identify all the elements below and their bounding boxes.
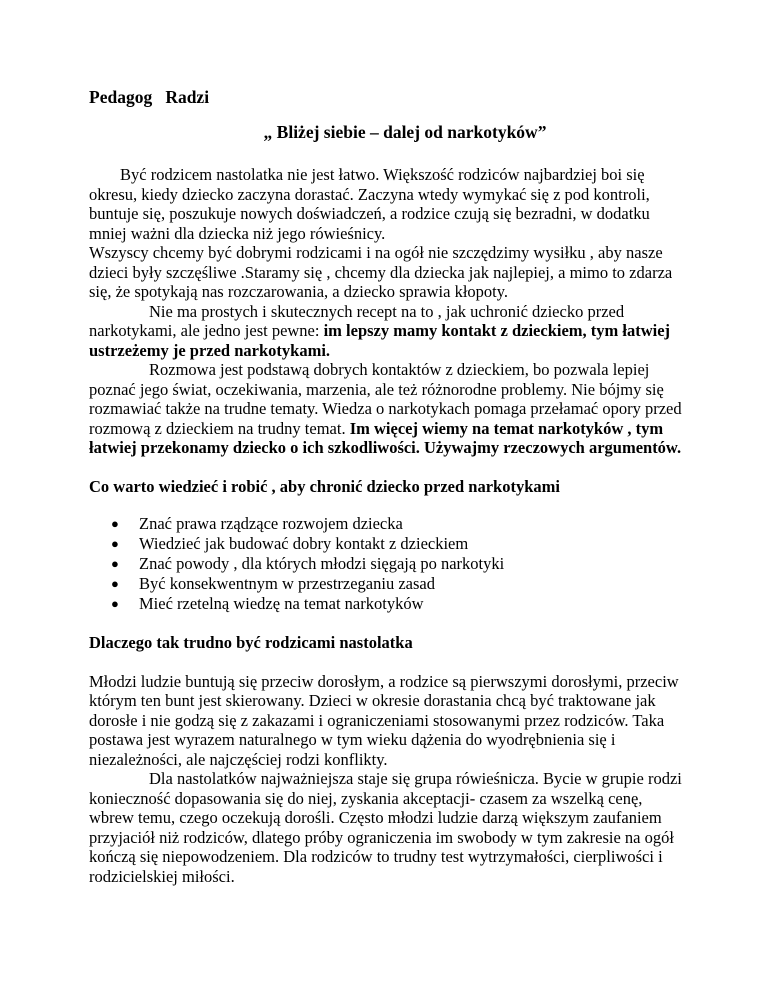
list-item <box>89 554 689 574</box>
list-item-text: Wiedzieć jak budować dobry kontakt z dzieckiem <box>139 533 469 553</box>
list-item-text: Znać prawa rządzące rozwojem dziecka <box>139 513 403 533</box>
document-page <box>89 86 689 886</box>
document-header-title: Pedagog Radzi <box>89 87 210 107</box>
list-item-text: Znać powody , dla których młodzi sięgają po narkotyki <box>139 553 505 573</box>
intro-paragraph-4-text: Rozmowa jest podstawą dobrych kontaktów z dzieckiem, bo pozwala lepiej poznać jego świat, oczekiwania, marzenia, ale też różnorodne problemy. Nie bójmy się rozmawiać także na trudne tematy. Wiedza o narkotykach pomaga przełamać opory przed rozmową z dzieckiem na trudny temat. <box>89 360 682 438</box>
bullet-icon: ● <box>111 595 119 611</box>
bullet-icon: ● <box>111 575 119 591</box>
list-item <box>89 534 689 554</box>
bullet-icon: ● <box>111 555 119 571</box>
list-item <box>89 514 689 534</box>
tips-heading: Co warto wiedzieć i robić , aby chronić dziecko przed narkotykami <box>89 476 560 496</box>
intro-paragraph-3-text: Nie ma prostych i skutecznych recept na to , jak uchronić dziecko przed narkotykami, ale jedno jest pewne: <box>89 301 625 340</box>
why-paragraph-2: Dla nastolatków najważniejsza staje się grupa rówieśnicza. Bycie w grupie rodzi konieczność dopasowania się do niej, zyskania akceptacji- czasem za wszelką cenę, wbrew temu, czego oczekują dorośli. Często młodzi ludzie darzą większym zaufaniem przyjaciół niż rodziców, dlatego próby ograniczenia im swobody w tym zakresie na ogół kończą się niepowodzeniem. Dla rodziców to trudny test wytrzymałości, cierpliwości i rodzicielskiej miłości. <box>89 769 682 886</box>
list-item <box>89 594 689 614</box>
intro-paragraph-1: Być rodzicem nastolatka nie jest łatwo. Większość rodziców najbardziej boi się okresu, kiedy dziecko zaczyna dorastać. Zaczyna wtedy wymykać się z pod kontroli, buntuje się, poszukuje nowych doświadczeń, a rodzice czują się bezradni, w dodatku mniej ważni dla dziecka niż jego rówieśnicy. <box>89 165 650 243</box>
why-paragraph-1: Młodzi ludzie buntują się przeciw dorosłym, a rodzice są pierwszymi dorosłymi, przeciw którym ten bunt jest skierowany. Dzieci w okresie dorastania chcą być traktowane jak dorosłe i nie godzą się z zakazami i ograniczeniami stosowanymi przez rodziców. Taka postawa jest wyrazem naturalnego w tym wieku dążenia do wyodrębnienia się i niezależności, ale najczęściej rodzi konflikty. <box>89 671 679 769</box>
intro-paragraph-3 <box>89 302 689 361</box>
intro-paragraph-4-emphasis: Im więcej wiemy na temat narkotyków , tym łatwiej przekonamy dziecko o ich szkodliwości. Używajmy rzeczowych argumentów. <box>89 418 682 457</box>
list-item-text: Mieć rzetelną wiedzę na temat narkotyków <box>139 593 424 613</box>
intro-paragraph-4 <box>89 360 689 458</box>
intro-paragraph-2: Wszyscy chcemy być dobrymi rodzicami i na ogół nie szczędzimy wysiłku , aby nasze dzieci były szczęśliwe .Staramy się , chcemy dla dziecka jak najlepiej, a mimo to zdarza się, że spotykają nas rozczarowania, a dziecko sprawia kłopoty. <box>89 243 673 301</box>
intro-paragraph-3-emphasis: im lepszy mamy kontakt z dzieckiem, tym łatwiej ustrzeżemy je przed narkotykami. <box>89 321 671 360</box>
bullet-icon: ● <box>111 535 119 551</box>
bullet-icon: ● <box>111 515 119 531</box>
list-item <box>89 574 689 594</box>
document-subtitle: „ Bliżej siebie – dalej od narkotyków” <box>263 122 547 142</box>
list-item-text: Być konsekwentnym w przestrzeganiu zasad <box>139 573 435 593</box>
why-heading: Dlaczego tak trudno być rodzicami nastolatka <box>89 632 413 652</box>
tips-list <box>89 514 689 614</box>
